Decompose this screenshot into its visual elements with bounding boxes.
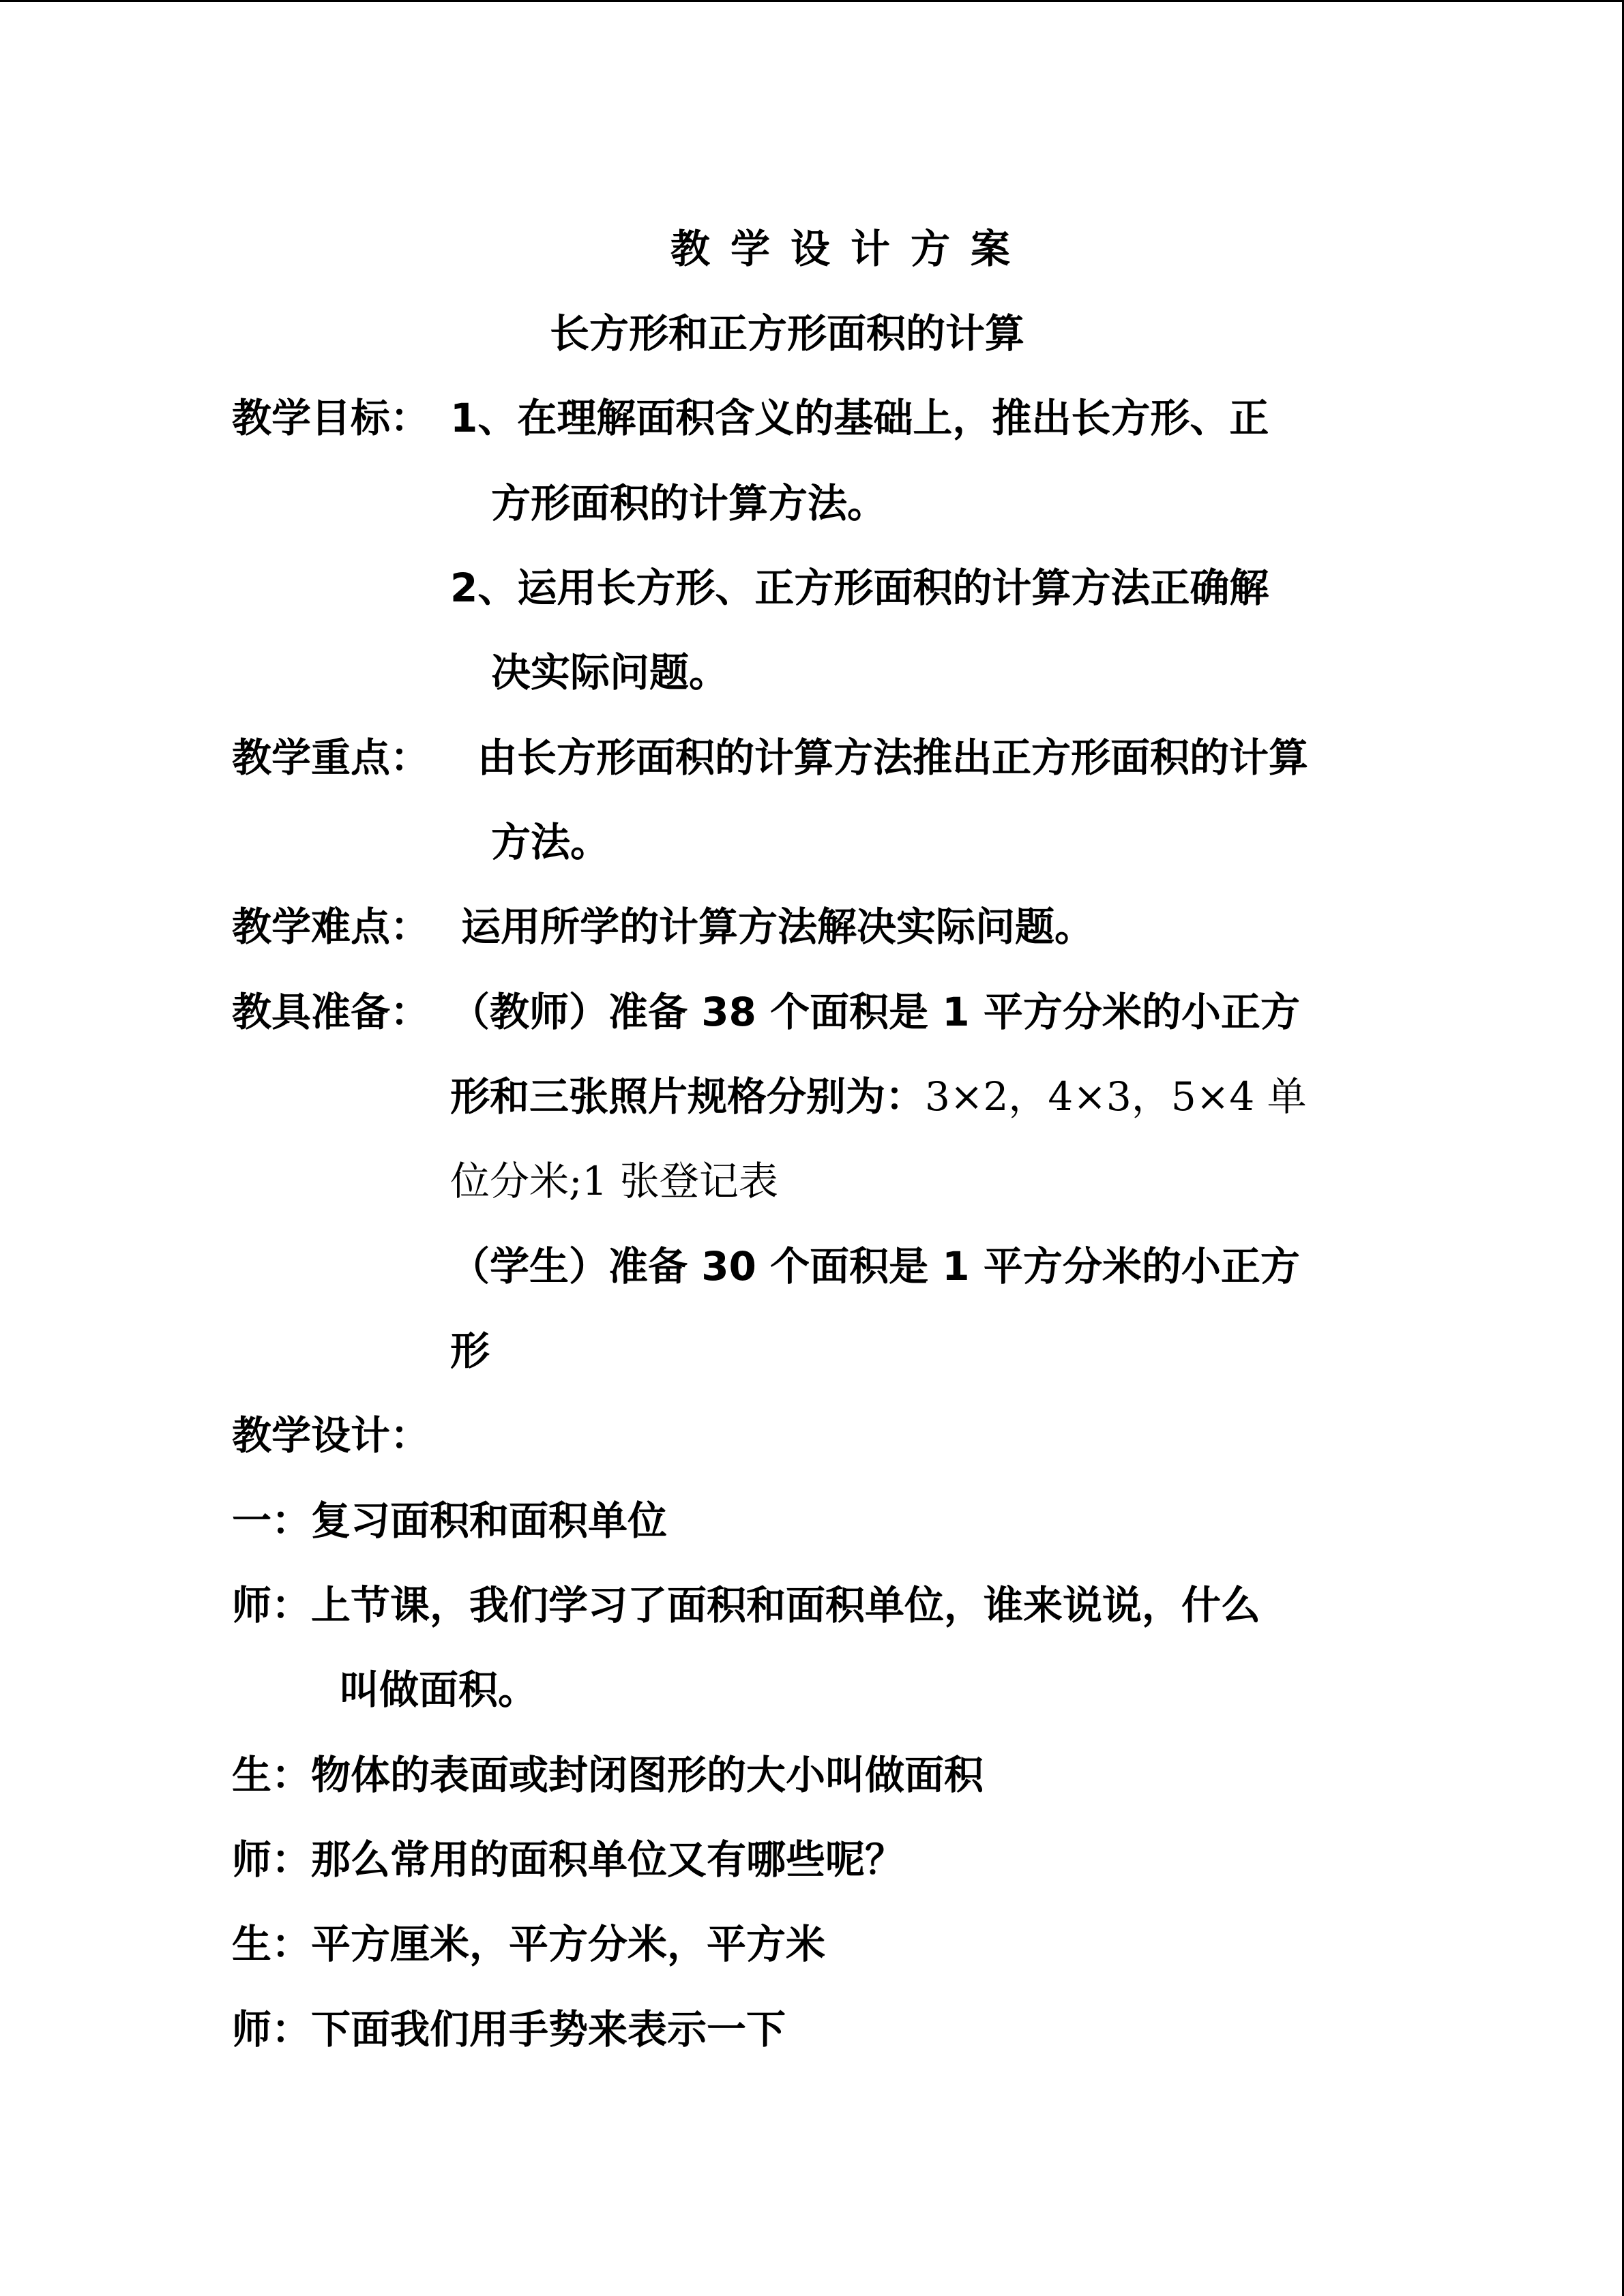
- dialogue-teacher-1-line-1: 师：上节课，我们学习了面积和面积单位，谁来说说，什么: [232, 1582, 1261, 1628]
- materials-label: 教具准备：: [232, 989, 430, 1035]
- dialogue-teacher-2: 师：那么常用的面积单位又有哪些呢？: [232, 1836, 905, 1883]
- dialogue-teacher-1-line-2: 叫做面积。: [340, 1667, 538, 1713]
- objectives-label: 教学目标：: [232, 395, 430, 441]
- dialogue-teacher-3: 师：下面我们用手势来表示一下: [232, 2006, 786, 2053]
- materials-teacher-line-2-bold: 形和三张照片规格分别为：: [450, 1073, 926, 1120]
- section-1-heading: 一：复习面积和面积单位: [232, 1497, 668, 1544]
- key-point-line-1: 由长方形面积的计算方法推出正方形面积的计算: [477, 734, 1309, 781]
- dialogue-student-1: 生：物体的表面或封闭图形的大小叫做面积: [232, 1752, 984, 1798]
- design-label: 教学设计：: [232, 1412, 430, 1459]
- materials-teacher-line-3: 位分米;1 张登记表: [450, 1158, 778, 1204]
- document-title: 教学设计方案: [670, 226, 1031, 272]
- difficulty-text: 运用所学的计算方法解决实际问题。: [461, 904, 1095, 950]
- document-subtitle: 长方形和正方形面积的计算: [550, 310, 1025, 357]
- objective-2-line-2: 决实际问题。: [491, 649, 729, 696]
- materials-teacher-line-2-plain: 3×2，4×3，5×4 单: [925, 1073, 1307, 1120]
- page-border-top: [0, 0, 1624, 2]
- materials-teacher-line-2: [450, 1073, 1307, 1120]
- difficulty-label: 教学难点：: [232, 904, 430, 950]
- key-point-label: 教学重点：: [232, 734, 430, 781]
- materials-student-line-2: 形: [450, 1328, 490, 1374]
- materials-teacher-line-1: （教师）准备 38 个面积是 1 平方分米的小正方: [450, 989, 1300, 1035]
- key-point-line-2: 方法。: [491, 819, 610, 865]
- objective-2-line-1: 2、运用长方形、正方形面积的计算方法正确解: [450, 565, 1269, 611]
- objective-1-line-1: 1、在理解面积含义的基础上，推出长方形、正: [450, 395, 1269, 441]
- dialogue-student-2: 生：平方厘米，平方分米，平方米: [232, 1921, 826, 1967]
- objective-1-line-2: 方形面积的计算方法。: [491, 480, 887, 526]
- materials-student-line-1: （学生）准备 30 个面积是 1 平方分米的小正方: [450, 1243, 1300, 1289]
